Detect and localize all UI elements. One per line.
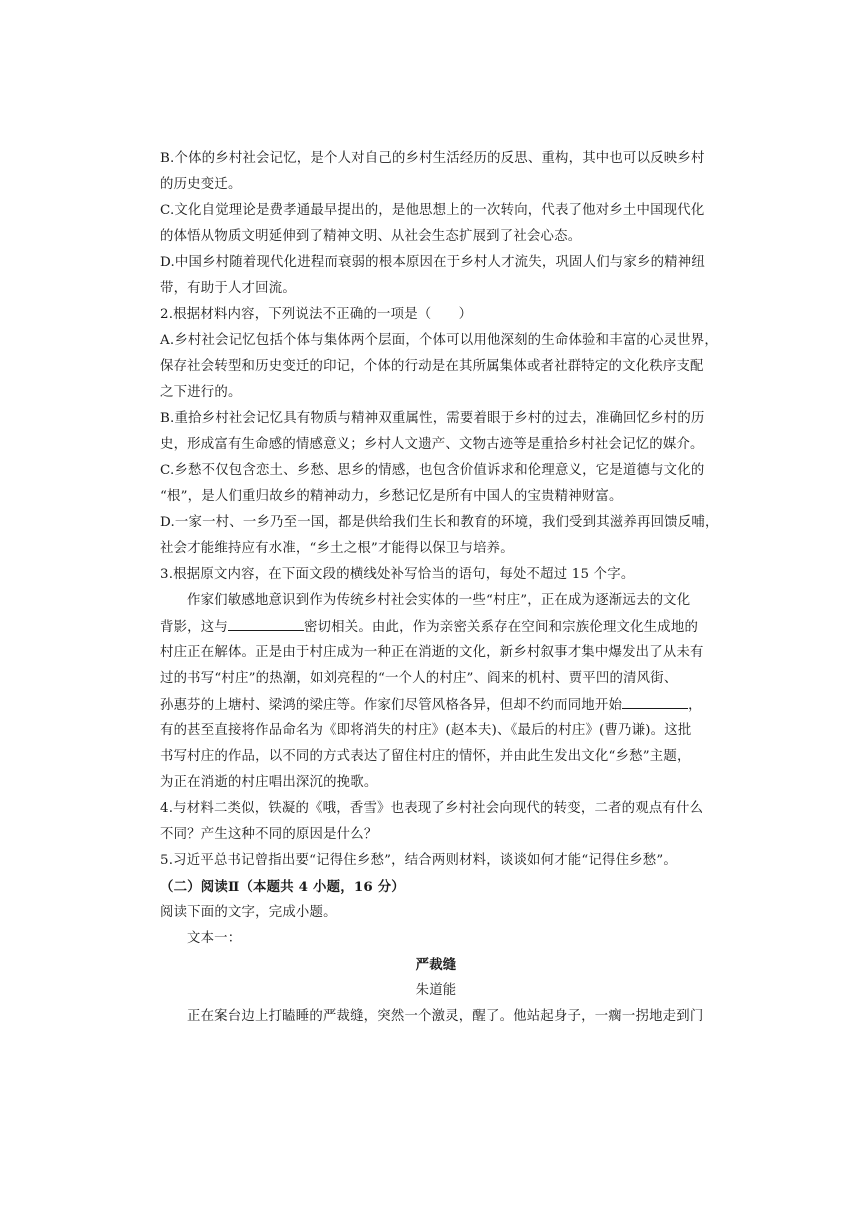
q1-option-d-line-1: D.中国乡村随着现代化进程而衰弱的根本原因在于乡村人才流失，巩固人们与家乡的精神纽	[160, 255, 705, 270]
story-first-line: 正在案台边上打瞌睡的严裁缝，突然一个激灵，醒了。他站起身子，一瘸一拐地走到门	[187, 1009, 704, 1024]
q3-line-5-text-after: ，	[688, 698, 702, 713]
q3-line-5-text-before: 孙惠芬的上塘村、梁鸿的梁庄等。作家们尽管风格各异，但却不约而同地开始	[160, 698, 623, 713]
q3-paragraph-line-5	[160, 692, 712, 718]
q2-option-b-line-2: 史，形成富有生命感的情感意义；乡村人文遗产、文物古迹等是重拾乡村社会记忆的媒介。	[160, 437, 704, 452]
q1-option-b-line-2: 的历史变迁。	[160, 177, 242, 192]
q1-option-c-line-2: 的体悟从物质文明延伸到了精神文明、从社会生态扩展到了社会心态。	[160, 229, 582, 244]
q3-stem: 3.根据原文内容，在下面文段的横线处补写恰当的语句，每处不超过 15 个字。	[160, 567, 635, 582]
section-2-heading: （二）阅读Ⅱ（本题共 4 小题，16 分）	[160, 879, 405, 895]
q1-option-d-line-2: 带，有助于人才回流。	[160, 281, 296, 296]
q2-option-c-line-1: C.乡愁不仅包含恋土、乡愁、思乡的情感，也包含价值诉求和伦理意义，它是道德与文化的	[160, 463, 705, 478]
story-author: 朱道能	[415, 983, 457, 998]
q2-option-c-line-2: “根”，是人们重归故乡的精神动力，乡愁记忆是所有中国人的宝贵精神财富。	[160, 489, 623, 504]
section-2-instruction: 阅读下面的文字，完成小题。	[160, 905, 337, 920]
story-title: 严裁缝	[415, 957, 457, 973]
q2-option-a-line-1: A.乡村社会记忆包括个体与集体两个层面，个体可以用他深刻的生命体验和丰富的心灵世界，	[160, 333, 718, 348]
fill-in-blank-1[interactable]	[228, 614, 304, 631]
exam-page	[160, 146, 719, 1030]
q3-paragraph-line-1: 作家们敏感地意识到作为传统乡村社会实体的一些“村庄”，正在成为逐渐远去的文化	[187, 593, 691, 608]
q3-paragraph-line-3: 村庄正在解体。正是由于村庄成为一种正在消逝的文化，新乡村叙事才集中爆发出了从未有	[160, 645, 704, 660]
q3-line-2-text-before: 背影，这与	[160, 620, 228, 635]
q1-option-b-line-1: B.个体的乡村社会记忆，是个人对自己的乡村生活经历的反思、重构，其中也可以反映乡村	[160, 151, 705, 166]
q2-option-b-line-1: B.重拾乡村社会记忆具有物质与精神双重属性，需要着眼于乡村的过去，准确回忆乡村的历	[160, 411, 705, 426]
q1-option-c-line-1: C.文化自觉理论是费孝通最早提出的，是他思想上的一次转向，代表了他对乡土中国现代化	[160, 203, 705, 218]
q2-option-a-line-3: 之下进行的。	[160, 385, 242, 400]
q3-paragraph-line-7: 书写村庄的作品，以不同的方式表达了留住村庄的情怀，并由此生发出文化“乡愁”主题，	[160, 749, 691, 764]
q2-option-a-line-2: 保存社会转型和历史变迁的印记，个体的行动是在其所属集体或者社群特定的文化秩序支配	[160, 359, 704, 374]
q3-paragraph-line-2	[160, 614, 712, 640]
q3-paragraph-line-6: 有的甚至直接将作品命名为《即将消失的村庄》(赵本夫)、《最后的村庄》(曹乃谦)。这批	[160, 723, 692, 738]
q2-option-d-line-1: D.一家一村、一乡乃至一国，都是供给我们生长和教育的环境，我们受到其滋养再回馈反哺，	[160, 515, 719, 530]
q5-line: 5.习近平总书记曾指出要“记得住乡愁”，结合两则材料，谈谈如何才能“记得住乡愁”。	[160, 853, 678, 868]
q3-paragraph-line-8: 为正在消逝的村庄唱出深沉的挽歌。	[160, 775, 378, 790]
q3-line-2-text-after: 密切相关。由此，作为亲密关系存在空间和宗族伦理文化生成地的	[303, 620, 699, 635]
fill-in-blank-2[interactable]	[622, 692, 688, 709]
text-one-label: 文本一：	[187, 931, 242, 946]
q4-line-1: 4.与材料二类似，铁凝的《哦，香雪》也表现了乡村社会向现代的转变，二者的观点有什么	[160, 801, 704, 816]
q2-option-d-line-2: 社会才能维持应有水准，“乡土之根”才能得以保卫与培养。	[160, 541, 514, 556]
q2-stem: 2.根据材料内容，下列说法不正确的一项是（ ）	[160, 307, 473, 322]
q4-line-2: 不同？产生这种不同的原因是什么？	[160, 827, 378, 842]
q3-paragraph-line-4: 过的书写“村庄”的热潮，如刘亮程的“一个人的村庄”、阎来的机村、贾平凹的清风街、	[160, 671, 678, 686]
